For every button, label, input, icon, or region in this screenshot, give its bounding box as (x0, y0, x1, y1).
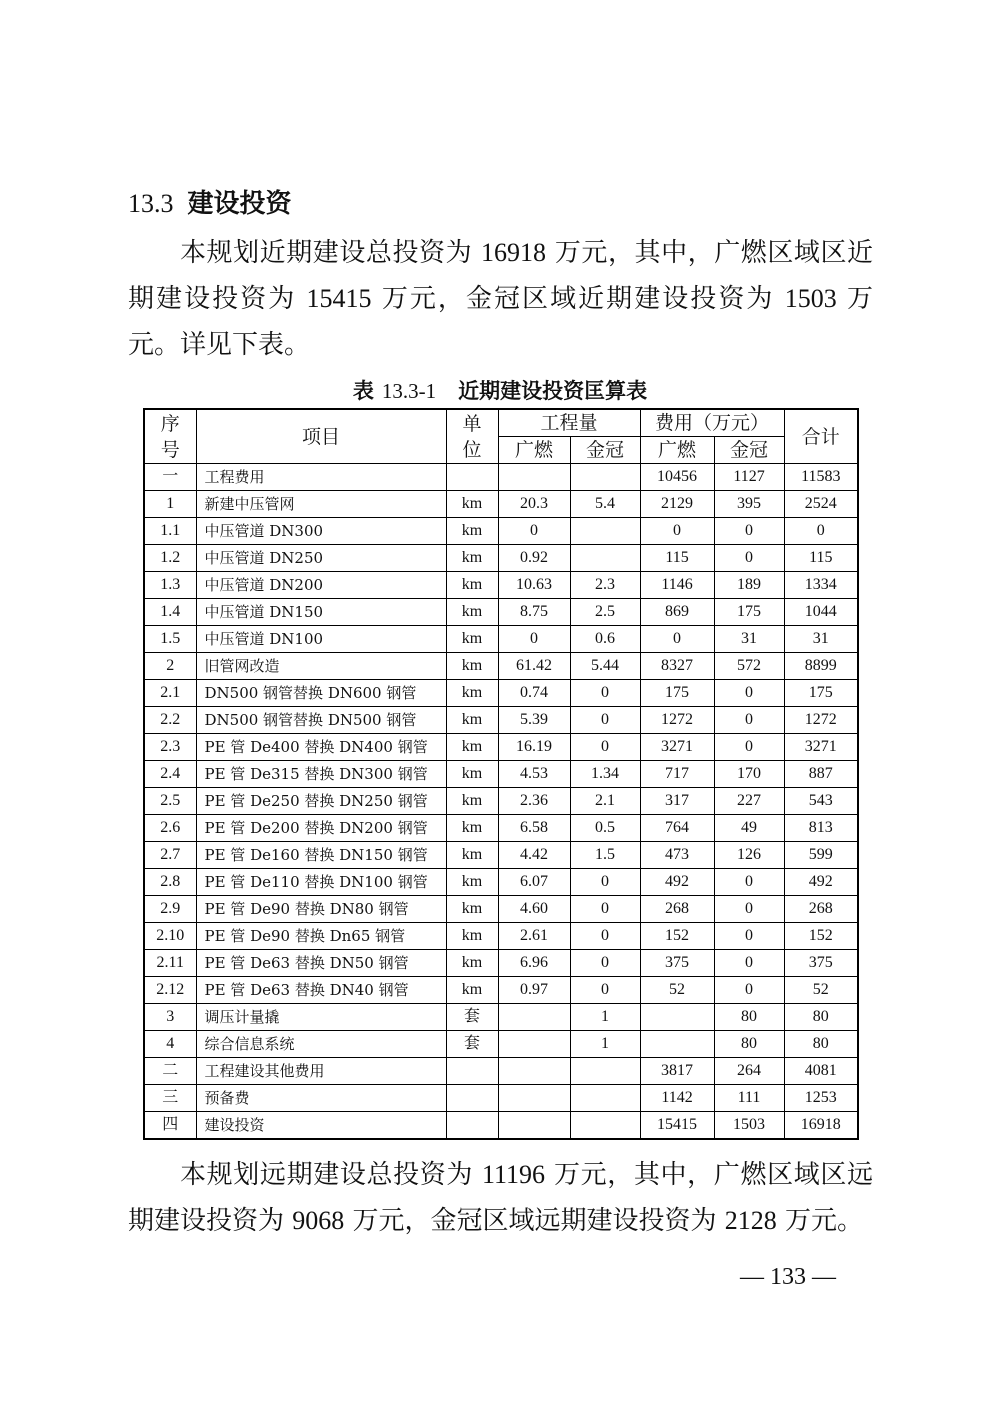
cell-qty-guangran: 5.39 (498, 707, 570, 734)
cell-total: 1044 (784, 599, 858, 626)
cell-qty-jinguan (570, 1058, 640, 1085)
paragraph-long-term-investment (128, 1152, 873, 1244)
cell-total: 11583 (784, 464, 858, 491)
cell-item: PE 管 De400 替换 DN400 钢管 (196, 734, 446, 761)
cell-cost-jinguan: 0 (714, 545, 784, 572)
header-unit (446, 409, 498, 464)
cell-seq: 二 (144, 1058, 196, 1085)
cell-qty-jinguan: 2.1 (570, 788, 640, 815)
cell-seq: 1.4 (144, 599, 196, 626)
cell-unit: km (446, 923, 498, 950)
cell-total: 152 (784, 923, 858, 950)
cell-seq: 四 (144, 1112, 196, 1140)
cell-seq: 3 (144, 1004, 196, 1031)
cell-item: DN500 钢管替换 DN500 钢管 (196, 707, 446, 734)
cell-cost-jinguan: 126 (714, 842, 784, 869)
cell-qty-jinguan: 1.5 (570, 842, 640, 869)
cell-cost-jinguan: 0 (714, 923, 784, 950)
cell-cost-guangran: 8327 (640, 653, 714, 680)
cell-seq: 一 (144, 464, 196, 491)
cell-qty-jinguan: 0.5 (570, 815, 640, 842)
table-row (144, 572, 858, 599)
cell-qty-jinguan: 0 (570, 950, 640, 977)
cell-unit: km (446, 572, 498, 599)
cell-seq: 2.5 (144, 788, 196, 815)
cell-cost-jinguan: 0 (714, 680, 784, 707)
cell-cost-jinguan: 80 (714, 1004, 784, 1031)
cell-cost-guangran: 0 (640, 626, 714, 653)
cell-total: 16918 (784, 1112, 858, 1140)
table-caption (0, 376, 1000, 406)
cell-seq: 三 (144, 1085, 196, 1112)
table-row (144, 1112, 858, 1140)
table-caption-number: 13.3-1 (381, 379, 437, 403)
paragraph-text: 万元，其中，广燃区域区近期建设投资为 (128, 238, 873, 314)
cell-cost-guangran: 317 (640, 788, 714, 815)
cell-unit: km (446, 950, 498, 977)
cell-seq: 2.7 (144, 842, 196, 869)
cell-item: PE 管 De63 替换 DN50 钢管 (196, 950, 446, 977)
cell-qty-guangran: 0.92 (498, 545, 570, 572)
cell-total: 599 (784, 842, 858, 869)
cell-qty-guangran: 0.74 (498, 680, 570, 707)
cell-seq: 2.10 (144, 923, 196, 950)
cell-unit: km (446, 761, 498, 788)
paragraph-text: 万元，金冠区域近期建设投资为 (371, 284, 785, 314)
table-row (144, 1031, 858, 1058)
header-seq (144, 409, 196, 464)
cell-total: 1272 (784, 707, 858, 734)
cell-item: 调压计量撬 (196, 1004, 446, 1031)
cell-unit: km (446, 491, 498, 518)
paragraph-text: 万元。详见下表。 (128, 284, 874, 360)
cell-qty-jinguan (570, 518, 640, 545)
table-row (144, 923, 858, 950)
cell-unit: km (446, 842, 498, 869)
cell-total: 543 (784, 788, 858, 815)
table-row (144, 599, 858, 626)
cell-total: 175 (784, 680, 858, 707)
cell-total: 268 (784, 896, 858, 923)
cell-cost-jinguan: 0 (714, 734, 784, 761)
section-title: 建设投资 (187, 189, 292, 219)
cell-qty-jinguan: 0 (570, 707, 640, 734)
cell-item: 中压管道 DN200 (196, 572, 446, 599)
cell-total: 4081 (784, 1058, 858, 1085)
cell-cost-jinguan: 1503 (714, 1112, 784, 1140)
cell-seq: 2.4 (144, 761, 196, 788)
cell-item: 中压管道 DN100 (196, 626, 446, 653)
table-row (144, 707, 858, 734)
cell-qty-jinguan: 0 (570, 977, 640, 1004)
cell-qty-guangran: 16.19 (498, 734, 570, 761)
cell-unit: 套 (446, 1031, 498, 1058)
cell-qty-jinguan: 0 (570, 923, 640, 950)
cell-qty-jinguan (570, 464, 640, 491)
cell-qty-jinguan: 1.34 (570, 761, 640, 788)
cell-total: 1253 (784, 1085, 858, 1112)
cell-seq: 4 (144, 1031, 196, 1058)
cell-item: DN500 钢管替换 DN600 钢管 (196, 680, 446, 707)
cell-cost-jinguan: 0 (714, 707, 784, 734)
cell-item: PE 管 De250 替换 DN250 钢管 (196, 788, 446, 815)
cell-cost-guangran: 0 (640, 518, 714, 545)
table-row (144, 734, 858, 761)
cell-cost-jinguan: 0 (714, 869, 784, 896)
table-row (144, 869, 858, 896)
cell-cost-guangran: 152 (640, 923, 714, 950)
table-row (144, 896, 858, 923)
cell-qty-guangran: 2.61 (498, 923, 570, 950)
cell-item: 工程费用 (196, 464, 446, 491)
investment-table (143, 408, 859, 1140)
table-row (144, 761, 858, 788)
table-body (144, 464, 858, 1140)
table-row (144, 545, 858, 572)
cell-cost-jinguan: 0 (714, 950, 784, 977)
cell-unit: km (446, 653, 498, 680)
cell-unit: km (446, 626, 498, 653)
cell-qty-guangran: 10.63 (498, 572, 570, 599)
cell-total: 52 (784, 977, 858, 1004)
cell-cost-jinguan: 395 (714, 491, 784, 518)
cell-qty-guangran: 20.3 (498, 491, 570, 518)
cell-cost-guangran: 3271 (640, 734, 714, 761)
paragraph-number: 11196 (481, 1160, 546, 1189)
cell-total: 80 (784, 1004, 858, 1031)
cell-total: 0 (784, 518, 858, 545)
cell-cost-guangran: 175 (640, 680, 714, 707)
cell-unit: km (446, 680, 498, 707)
cell-cost-guangran: 1146 (640, 572, 714, 599)
cell-unit: km (446, 896, 498, 923)
cell-qty-guangran: 4.60 (498, 896, 570, 923)
cell-item: 综合信息系统 (196, 1031, 446, 1058)
cell-item: PE 管 De315 替换 DN300 钢管 (196, 761, 446, 788)
cell-qty-guangran (498, 1004, 570, 1031)
cell-cost-guangran: 869 (640, 599, 714, 626)
cell-qty-guangran: 6.07 (498, 869, 570, 896)
paragraph-text: 本规划近期建设总投资为 (180, 238, 481, 268)
cell-unit: km (446, 518, 498, 545)
cell-cost-guangran: 717 (640, 761, 714, 788)
cell-cost-guangran: 1272 (640, 707, 714, 734)
cell-qty-jinguan (570, 1085, 640, 1112)
table-caption-title: 近期建设投资匡算表 (458, 379, 648, 403)
cell-qty-jinguan: 2.5 (570, 599, 640, 626)
cell-total: 492 (784, 869, 858, 896)
cell-qty-guangran: 6.96 (498, 950, 570, 977)
paragraph-number: 9068 (292, 1206, 345, 1235)
section-number: 13.3 (128, 189, 174, 218)
cell-cost-jinguan: 0 (714, 896, 784, 923)
cell-item: 建设投资 (196, 1112, 446, 1140)
cell-qty-guangran (498, 464, 570, 491)
header-cost: 费用（万元） (640, 409, 784, 437)
cell-item: PE 管 De200 替换 DN200 钢管 (196, 815, 446, 842)
cell-qty-guangran: 2.36 (498, 788, 570, 815)
cell-qty-jinguan (570, 545, 640, 572)
cell-qty-guangran: 0 (498, 518, 570, 545)
cell-cost-guangran: 473 (640, 842, 714, 869)
header-cost-guangran: 广燃 (640, 437, 714, 464)
cell-item: PE 管 De160 替换 DN150 钢管 (196, 842, 446, 869)
cell-qty-jinguan: 2.3 (570, 572, 640, 599)
cell-cost-guangran: 115 (640, 545, 714, 572)
cell-cost-jinguan: 572 (714, 653, 784, 680)
cell-unit (446, 1085, 498, 1112)
cell-total: 2524 (784, 491, 858, 518)
table-row (144, 1085, 858, 1112)
cell-seq: 1.3 (144, 572, 196, 599)
cell-unit: 套 (446, 1004, 498, 1031)
cell-qty-guangran (498, 1112, 570, 1140)
cell-cost-guangran (640, 1031, 714, 1058)
cell-unit: km (446, 707, 498, 734)
cell-seq: 2.2 (144, 707, 196, 734)
table-row (144, 680, 858, 707)
header-quantity-guangran: 广燃 (498, 437, 570, 464)
cell-unit: km (446, 599, 498, 626)
cell-item: PE 管 De90 替换 DN80 钢管 (196, 896, 446, 923)
table-row (144, 464, 858, 491)
cell-qty-jinguan (570, 1112, 640, 1140)
paragraph-text: 本规划远期建设总投资为 (180, 1160, 482, 1190)
cell-item: 旧管网改造 (196, 653, 446, 680)
paragraph-text: 万元，金冠区域远期建设投资为 (344, 1206, 725, 1236)
cell-qty-guangran (498, 1085, 570, 1112)
cell-cost-guangran: 15415 (640, 1112, 714, 1140)
cell-total: 375 (784, 950, 858, 977)
cell-unit: km (446, 815, 498, 842)
cell-qty-jinguan: 5.4 (570, 491, 640, 518)
cell-cost-guangran: 268 (640, 896, 714, 923)
cell-cost-jinguan: 31 (714, 626, 784, 653)
cell-cost-guangran: 1142 (640, 1085, 714, 1112)
cell-cost-guangran: 2129 (640, 491, 714, 518)
cell-cost-jinguan: 1127 (714, 464, 784, 491)
cell-cost-guangran (640, 1004, 714, 1031)
cell-item: 预备费 (196, 1085, 446, 1112)
section-heading (128, 184, 292, 224)
cell-qty-guangran: 0.97 (498, 977, 570, 1004)
cell-item: PE 管 De110 替换 DN100 钢管 (196, 869, 446, 896)
cell-seq: 2.11 (144, 950, 196, 977)
cell-qty-guangran: 8.75 (498, 599, 570, 626)
table-row (144, 842, 858, 869)
cell-item: PE 管 De63 替换 DN40 钢管 (196, 977, 446, 1004)
header-unit-label: 单位 (462, 412, 482, 461)
cell-total: 3271 (784, 734, 858, 761)
cell-seq: 1.2 (144, 545, 196, 572)
table-row (144, 1004, 858, 1031)
table-caption-prefix: 表 (352, 379, 374, 403)
cell-cost-jinguan: 175 (714, 599, 784, 626)
header-total: 合计 (784, 409, 858, 464)
cell-seq: 1.1 (144, 518, 196, 545)
paragraph-text: 万元。 (776, 1206, 864, 1236)
cell-seq: 2.8 (144, 869, 196, 896)
cell-qty-jinguan: 5.44 (570, 653, 640, 680)
header-quantity-jinguan: 金冠 (570, 437, 640, 464)
cell-cost-jinguan: 227 (714, 788, 784, 815)
cell-cost-guangran: 375 (640, 950, 714, 977)
cell-seq: 2.9 (144, 896, 196, 923)
cell-qty-jinguan: 0 (570, 869, 640, 896)
cell-cost-guangran: 764 (640, 815, 714, 842)
table-row (144, 1058, 858, 1085)
cell-cost-guangran: 10456 (640, 464, 714, 491)
header-item: 项目 (196, 409, 446, 464)
cell-cost-jinguan: 49 (714, 815, 784, 842)
cell-seq: 1.5 (144, 626, 196, 653)
cell-cost-jinguan: 0 (714, 977, 784, 1004)
cell-qty-jinguan: 1 (570, 1004, 640, 1031)
cell-item: 中压管道 DN300 (196, 518, 446, 545)
cell-total: 813 (784, 815, 858, 842)
cell-cost-jinguan: 189 (714, 572, 784, 599)
table-row (144, 626, 858, 653)
table-row (144, 491, 858, 518)
table-row (144, 788, 858, 815)
cell-unit: km (446, 977, 498, 1004)
paragraph-number: 15415 (306, 284, 372, 313)
table-row (144, 815, 858, 842)
cell-total: 80 (784, 1031, 858, 1058)
table-row (144, 950, 858, 977)
cell-unit (446, 1112, 498, 1140)
cell-qty-jinguan: 0 (570, 680, 640, 707)
cell-qty-guangran (498, 1058, 570, 1085)
cell-unit: km (446, 734, 498, 761)
cell-cost-jinguan: 264 (714, 1058, 784, 1085)
cell-seq: 2.6 (144, 815, 196, 842)
paragraph-number: 2128 (724, 1206, 777, 1235)
cell-qty-jinguan: 0 (570, 734, 640, 761)
paragraph-near-term-investment (128, 230, 873, 368)
cell-cost-jinguan: 170 (714, 761, 784, 788)
cell-seq: 2 (144, 653, 196, 680)
cell-seq: 2.3 (144, 734, 196, 761)
header-cost-jinguan: 金冠 (714, 437, 784, 464)
page-number: — 133 — (740, 1264, 836, 1290)
cell-cost-guangran: 492 (640, 869, 714, 896)
header-seq-label: 序号 (160, 412, 180, 461)
cell-cost-guangran: 52 (640, 977, 714, 1004)
cell-item: 中压管道 DN150 (196, 599, 446, 626)
cell-cost-jinguan: 111 (714, 1085, 784, 1112)
cell-qty-guangran: 6.58 (498, 815, 570, 842)
cell-unit: km (446, 869, 498, 896)
header-quantity: 工程量 (498, 409, 640, 437)
cell-item: 工程建设其他费用 (196, 1058, 446, 1085)
cell-qty-guangran: 61.42 (498, 653, 570, 680)
cell-seq: 1 (144, 491, 196, 518)
cell-total: 1334 (784, 572, 858, 599)
cell-unit (446, 464, 498, 491)
paragraph-number: 1503 (784, 284, 837, 313)
cell-qty-jinguan: 0.6 (570, 626, 640, 653)
cell-item: PE 管 De90 替换 Dn65 钢管 (196, 923, 446, 950)
table-row (144, 653, 858, 680)
cell-unit: km (446, 788, 498, 815)
cell-total: 8899 (784, 653, 858, 680)
cell-qty-jinguan: 1 (570, 1031, 640, 1058)
cell-total: 31 (784, 626, 858, 653)
cell-unit (446, 1058, 498, 1085)
cell-qty-guangran: 4.53 (498, 761, 570, 788)
cell-qty-guangran: 4.42 (498, 842, 570, 869)
cell-unit: km (446, 545, 498, 572)
paragraph-number: 16918 (481, 238, 546, 267)
table-row (144, 518, 858, 545)
cell-item: 新建中压管网 (196, 491, 446, 518)
cell-cost-guangran: 3817 (640, 1058, 714, 1085)
cell-qty-jinguan: 0 (570, 896, 640, 923)
cell-cost-jinguan: 0 (714, 518, 784, 545)
paragraph-text: 万元，其中，广燃区域区远期建设投资为 (128, 1160, 874, 1236)
cell-qty-guangran (498, 1031, 570, 1058)
cell-qty-guangran: 0 (498, 626, 570, 653)
cell-seq: 2.1 (144, 680, 196, 707)
table-row (144, 977, 858, 1004)
cell-total: 115 (784, 545, 858, 572)
cell-total: 887 (784, 761, 858, 788)
cell-item: 中压管道 DN250 (196, 545, 446, 572)
cell-cost-jinguan: 80 (714, 1031, 784, 1058)
cell-seq: 2.12 (144, 977, 196, 1004)
